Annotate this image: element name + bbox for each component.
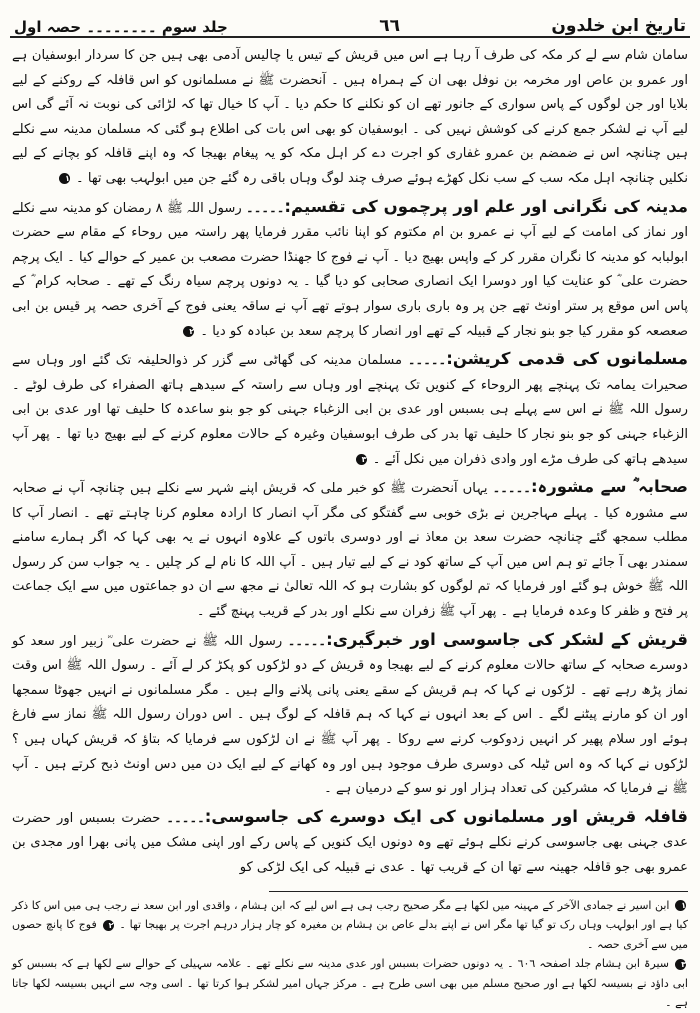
footnote-text: اسی وجہ سے انہیں بسیسہ لکھا جاتا ہے ۔ [12,976,688,1010]
section-heading: قریش کے لشکر کی جاسوسی اور خبرگیری: [326,629,688,649]
section-heading: مسلمانوں کی قدمی کریشن: [446,349,688,369]
footnote-text: فوج کا پانچ حصوں میں سے آخری حصہ ۔ [12,918,688,951]
page-header [10,6,690,38]
footnote-divider [269,891,688,892]
paragraph-consultation: صحابہ ؓ سے مشورہ:۔۔۔۔۔ یہاں آنحضرت ﷺ کو خبر ملی کہ قریش اپنے شہر سے نکلے ہیں چنانچہ آپ نے صحابہ سے مشورہ کیا ۔ پہلے مہاجرین نے بڑی خوبی سے گفتگو کی مگر آپ انصار کا ارادہ معلوم کرنا چاہتے تھے ۔ انصار آپ کا مطلب سمجھ گئے چنانچہ حضرت سعد بن معاذ نے اور دوسری باتوں کے علاوہ انہوں نے یہ بھی کہا کہ اگر ہمارے سامنے سمندر بھی آ جائے تو ہم اس میں آپ کے ساتھ کود نے کے لیے تیار ہیں ۔ آپ اللہ کا نام لے کر چلیں ۔ یہ جواب سن کر رسول اللہ ﷺ خوش ہو گئے اور فرمایا کہ تم لوگوں کو بشارت ہو کہ اللہ تعالیٰ نے مجھ سے ان دو جماعتوں میں سے ایک جماعت پر فتح و ظفر کا وعدہ فرمایا ہے ۔ پھر آپ ﷺ زفران سے نکلے اور بدر کے قریب پہنچ گئے ۔ [12,477,688,620]
paragraph-text: مسلمان مدینہ کی گھاٹی سے گزر کر ذوالحلیفہ تک گئے اور وہاں سے صحیرات یمامہ تک پہنچے پھر الروحاء کے کنویں تک پہنچے اور وہاں سے راستہ کے سیدھے ہاتھ الصفراء کی طرف لوٹے ۔ رسول اللہ ﷺ نے اس سے پہلے ہی بسبس اور عدی بن ابی الزغباء جہنی کو جو بنو ساعدہ کا حلیف تھا اور عدی بن ابی الزغباء جہنی کو جو بنو نجار کا حلیف تھا بدر کی طرف ابوسفیان وغیرہ کے حالات معلوم کرنے کے لیے بھیج دیا تھا ۔ پھر آپ سیدھے ہاتھ کی طرف مڑے اور وادی ذفران میں نکل آئے ۔ [12,353,688,467]
section-heading: قافلہ قریش اور مسلمانوں کی ایک دوسرے کی جاسوسی: [204,806,688,826]
paragraph-text: سامان شام سے لے کر مکہ کی طرف آ رہا ہے اس میں قریش کے تیس یا چالیس آدمی بھی ہیں جن کا سردار ابوسفیان ہے اور عمرو بن عاص اور مخرمہ بن نوفل بھی ان کے ہمراہ ہیں ۔ آنحضرت ﷺ نے مسلمانوں کو اس قافلہ کے روکنے کے لیے بلایا اور جن لوگوں کے پاس سواری کے جانور تھے ان کو نکلنے کا حکم دیا ۔ آپ کا خیال تھا کہ لڑائی کی نوبت نہ آئے گی اس لیے آپ نے لشکر جمع کرنے کی کوشش نہیں کی ۔ ابوسفیان کو بھی اس بات کی اطلاع ہو گئی کہ مسلمان مدینہ سے نکلے ہیں چنانچہ اس نے ضمضم بن عمرو غفاری کو اجرت دے کر اہل مکہ کو یہ پیغام بھیجا کہ وہ اپنے قافلہ کو بچانے کے لیے نکلیں چنانچہ اہل مکہ سب کے سب نکل کھڑے ہوئے صرف چند لوگ وہاں باقی رہ گئے جن میں ابولہب بھی تھا ۔ [12,48,688,186]
volume-label: جلد سوم ۔۔۔۔۔۔۔۔ حصہ اول [14,18,228,36]
paragraph-text: یہاں آنحضرت ﷺ کو خبر ملی کہ قریش اپنے شہر سے نکلے ہیں چنانچہ آپ نے صحابہ سے مشورہ کیا ۔ پہلے مہاجرین نے بڑی خوبی سے گفتگو کی مگر آپ انصار کا ارادہ معلوم کرنا چاہتے تھے ۔ انصار آپ کا مطلب سمجھ گئے چنانچہ حضرت سعد بن معاذ نے اور دوسری باتوں کے علاوہ انہوں نے یہ بھی کہا کہ اگر ہمارے سامنے سمندر بھی آ جائے تو ہم اس میں آپ کے ساتھ کود نے کے لیے تیار ہیں ۔ آپ اللہ کا نام لے کر چلیں ۔ یہ جواب سن کر رسول اللہ ﷺ خوش ہو گئے اور فرمایا کہ تم لوگوں کو بشارت ہو کہ اللہ تعالیٰ نے مجھ سے ان دو جماعتوں میں سے ایک جماعت پر فتح و ظفر کا وعدہ فرمایا ہے ۔ پھر آپ ﷺ زفران سے نکلے اور بدر کے قریب پہنچ گئے ۔ [12,481,688,620]
book-title: تاریخ ابن خلدون [551,16,686,36]
paragraph-march: مسلمانوں کی قدمی کریشن:۔۔۔۔۔ مسلمان مدینہ کی گھاٹی سے گزر کر ذوالحلیفہ تک گئے اور وہاں سے صحیرات یمامہ تک پہنچے پھر الروحاء کے کنویں تک پہنچے اور وہاں سے راستہ کے سیدھے ہاتھ الصفراء کی طرف لوٹے ۔ رسول اللہ ﷺ نے اس سے پہلے ہی بسبس اور عدی بن ابی الزغباء جہنی کو جو بنو ساعدہ کا حلیف تھا اور عدی بن ابی الزغباء جہنی کو جو بنو نجار کا حلیف تھا بدر کی طرف ابوسفیان وغیرہ کے حالات معلوم کرنے کے لیے بھیج دیا تھا ۔ پھر آپ سیدھے ہاتھ کی طرف مڑے اور وادی ذفران میں نکل آئے ۔ ٣ [12,349,688,467]
paragraph-text: رسول اللہ ﷺ نے حضرت علی ؓ زبیر اور سعد کو دوسرے صحابہ کے ساتھ حالات معلوم کرنے کے لیے بھیجا وہ قریش کے دو لڑکوں کو پکڑ کر لے آئے ۔ رسول اللہ ﷺ اس وقت نماز پڑھ رہے تھے ۔ لڑکوں نے کہا کہ ہم قریش کے سقے یعنی پانی پلانے والے ہیں ۔ مگر مسلمانوں نے انہیں جھوٹا سمجھا اور ان کو مارنے پیٹنے لگے ۔ اس کے بعد انہوں نے کہا کہ ہم قافلہ کے لوگ ہیں ۔ اس دوران رسول اللہ ﷺ نماز سے فارغ ہوئے اور سلام پھیر کر انہیں زدوکوب کرنے سے روکا ۔ پھر آپ ﷺ نے ان لڑکوں سے فرمایا کہ بتاؤ کہ قریش کہاں ہیں ؟ لڑکوں نے کہا کہ وہ اس ٹیلہ کی دوسری طرف موجود ہیں اور وہ کھانے کے لیے ایک دن میں دس اونٹ ذبح کرتے ہیں ۔ آپ ﷺ نے فرمایا کہ مشرکین کی تعداد ہزار اور نو سو کے درمیان ہے ۔ [12,633,688,797]
page-body [10,38,690,1013]
footnote-3 [12,954,688,1013]
paragraph-reconnaissance: قریش کے لشکر کی جاسوسی اور خبرگیری:۔۔۔۔۔ رسول اللہ ﷺ نے حضرت علی ؓ زبیر اور سعد کو دوسرے صحابہ کے ساتھ حالات معلوم کرنے کے لیے بھیجا وہ قریش کے دو لڑکوں کو پکڑ کر لے آئے ۔ رسول اللہ ﷺ اس وقت نماز پڑھ رہے تھے ۔ لڑکوں نے کہا کہ ہم قریش کے سقے یعنی پانی پلانے والے ہیں ۔ مگر مسلمانوں نے انہیں جھوٹا سمجھا اور ان کو مارنے پیٹنے لگے ۔ اس کے بعد انہوں نے کہا کہ ہم قافلہ کے لوگ ہیں ۔ اس دوران رسول اللہ ﷺ نماز سے فارغ ہوئے اور سلام پھیر کر انہیں زدوکوب کرنے سے روکا ۔ پھر آپ ﷺ نے ان لڑکوں سے فرمایا کہ بتاؤ کہ قریش کہاں ہیں ؟ لڑکوں نے کہا کہ وہ اس ٹیلہ کی دوسری طرف موجود ہیں اور وہ کھانے کے لیے ایک دن میں دس اونٹ ذبح کرتے ہیں ۔ آپ ﷺ نے فرمایا کہ مشرکین کی تعداد ہزار اور نو سو کے درمیان ہے ۔ [12,629,688,797]
footnote-number: ٣ [675,959,686,970]
page-number: ٦٦ [379,16,400,36]
section-heading: صحابہ ؓ سے مشورہ: [530,477,688,497]
footnote-marker: ١ [59,173,70,184]
paragraph-espionage: قافلہ قریش اور مسلمانوں کی ایک دوسرے کی جاسوسی:۔۔۔۔۔ حضرت بسبس اور حضرت عدی جہنی بھی جاسوسی کرنے نکلے ہوئے تھے وہ دونوں ایک کنویں کے پاس رکے اور اپنی مشک میں پانی بھرا اور مجدی بن عمرو بھی جو قافلہ جھینہ سے تھا ان کے قریب تھا ۔ عدی نے قبیلہ کی ایک لڑکی کو [12,806,688,875]
footnote-number: ٢ [103,920,114,931]
paragraph-text: حضرت بسبس اور حضرت عدی جہنی بھی جاسوسی کرنے نکلے ہوئے تھے وہ دونوں ایک کنویں کے پاس رکے اور اپنی مشک میں پانی بھرا اور مجدی بن عمرو بھی جو قافلہ جھینہ سے تھا ان کے قریب تھا ۔ عدی نے قبیلہ کی ایک لڑکی کو [12,810,688,875]
footnote-marker: ٢ [183,326,194,337]
footnote-text: سیرۃ ابن ہشام جلد اصفحہ ٦٠٦ ۔ یہ دونوں حضرات بسبس اور عدی مدینہ سے نکلے تھے ۔ علامہ سہیلی کے حوالے سے لکھا ہے کہ بسبس کو ابی داؤد نے بسیسہ لکھا ہے اور صحیح مسلم میں بھی اسی طرح ہے ۔ مرکز جہاں امیر لشکر ہوا کرتا تھا ۔ [12,957,688,990]
paragraph-madina: مدینہ کی نگرانی اور علم اور پرچموں کی تقسیم:۔۔۔۔۔ رسول اللہ ﷺ ٨ رمضان کو مدینہ سے نکلے اور نماز کی امامت کے لیے آپ نے عمرو بن ام مکتوم کو اپنا نائب مقرر فرمایا پھر راستہ میں روحاء کے مقام سے حضرت ابولبابہ کو مدینہ کا نگران مقرر کر کے واپس بھیج دیا ۔ آپ نے فوج کا جھنڈا حضرت مصعب بن عمیر کے حوالے کیا ۔ ایک پرچم حضرت علی ؓ کو عنایت کیا اور دوسرا ایک انصاری صحابی کو دیا گیا ۔ یہ دونوں پرچم سیاہ رنگ کے تھے ۔ صحابہ کرام ؓ کے پاس اس موقع پر ستر اونٹ تھے جن پر وہ باری باری سوار ہوتے تھے آپ نے ساقہ یعنی فوج کے آخری حصہ پر قیس بن ابی صعصعہ کو مقرر کیا جو بنو نجار کے قبیلہ کے تھے اور انصار کا پرچم سعد بن عبادہ کو دیا ۔ ٢ [12,196,688,339]
footnote-number: ١ [675,900,686,911]
section-heading: مدینہ کی نگرانی اور علم اور پرچموں کی تقسیم: [284,196,688,216]
paragraph-text: رسول اللہ ﷺ ٨ رمضان کو مدینہ سے نکلے اور نماز کی امامت کے لیے آپ نے عمرو بن ام مکتوم کو اپنا نائب مقرر فرمایا پھر راستہ میں روحاء کے مقام سے حضرت ابولبابہ کو مدینہ کا نگران مقرر کر کے واپس بھیج دیا ۔ آپ نے فوج کا جھنڈا حضرت مصعب بن عمیر کے حوالے کیا ۔ ایک پرچم حضرت علی ؓ کو عنایت کیا اور دوسرا ایک انصاری صحابی کو دیا گیا ۔ یہ دونوں پرچم سیاہ رنگ کے تھے ۔ صحابہ کرام ؓ کے پاس اس موقع پر ستر اونٹ تھے جن پر وہ باری باری سوار ہوتے تھے آپ نے ساقہ یعنی فوج کے آخری حصہ پر قیس بن ابی صعصعہ کو مقرر کیا جو بنو نجار کے قبیلہ کے تھے اور انصار کا پرچم سعد بن عبادہ کو دیا ۔ [12,200,688,339]
footnote-marker: ٣ [356,454,367,465]
footnote-text: ابن اسیر نے جمادی الآخر کے مہینہ میں لکھا ہے مگر صحیح رجب ہی ہے اس لیے کہ ابن ہشام ، واقدی اور ابن سعد نے رجب ہی میں اس کا ذکر کیا ہے اور ابولہب وہاں رک تو گیا تھا مگر اس نے اپنے بدلے عاص بن ہشام بن مغیرہ کو چار ہزار درہم اجرت پر بھیجا تھا ۔ [12,898,688,932]
paragraph-intro [12,44,688,192]
footnote-1 [12,896,688,955]
